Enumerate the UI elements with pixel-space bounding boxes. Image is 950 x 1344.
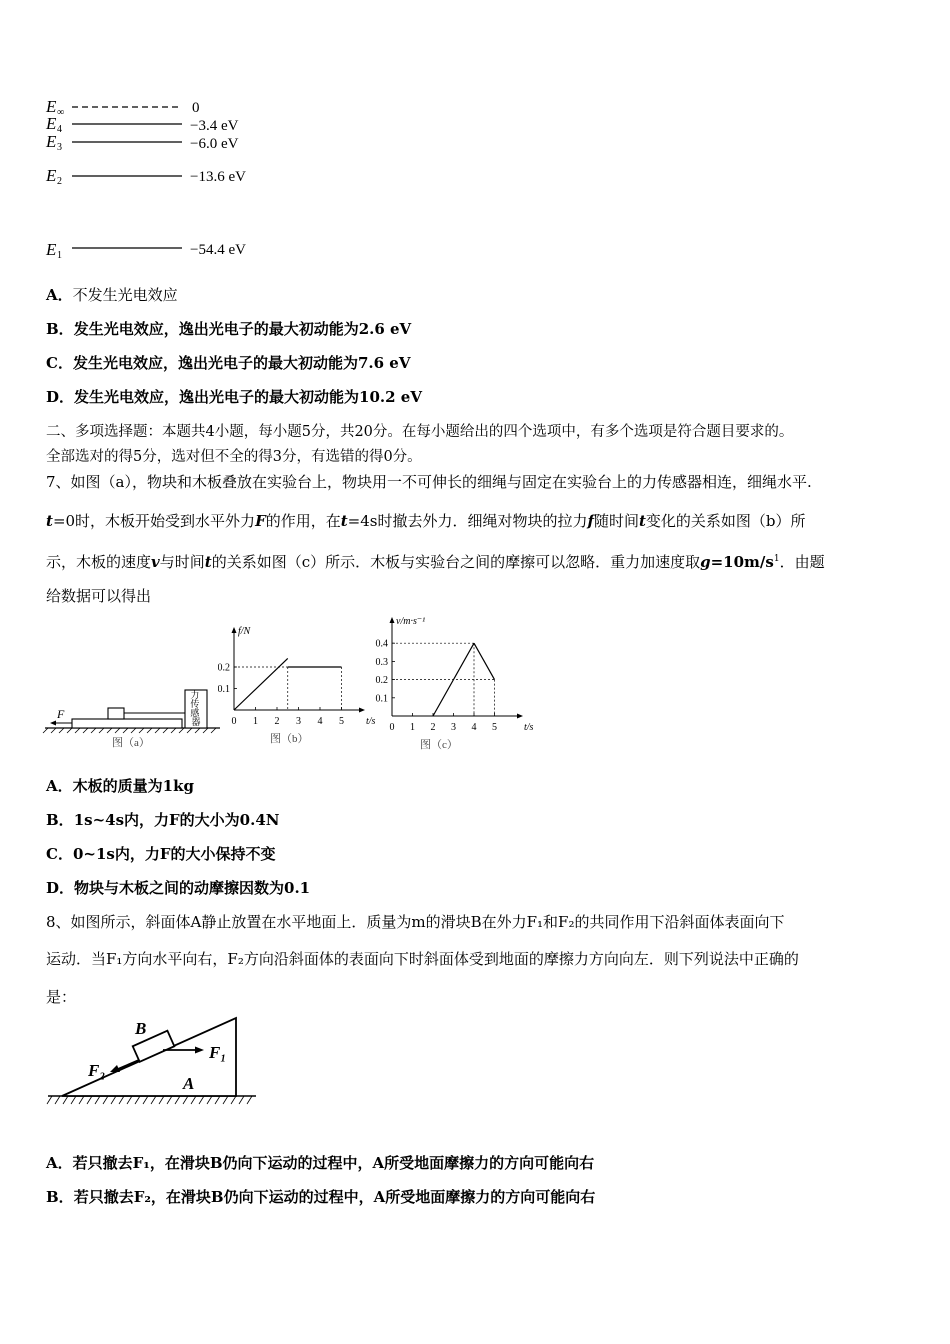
- x-tick-label: 0: [231, 716, 237, 727]
- svg-text:E: E: [46, 114, 57, 133]
- y-tick-label: 0.4: [375, 638, 388, 650]
- level-label: E: [46, 97, 57, 116]
- y-axis-arrow: [390, 617, 395, 623]
- x-axis-arrow: [517, 714, 523, 719]
- q7-option-c: C．0~1s内，力F的大小保持不变: [46, 845, 276, 863]
- x-tick-label: 1: [410, 722, 415, 733]
- level-value: −3.4 eV: [190, 118, 239, 134]
- x-tick-label: 3: [451, 722, 456, 733]
- label-b: B: [135, 1019, 147, 1038]
- level-value: 0: [192, 100, 200, 116]
- label-a: A: [183, 1074, 195, 1093]
- ground-hatching: [47, 1096, 252, 1104]
- y-tick-label: 0.1: [375, 693, 388, 705]
- svg-text:3: 3: [57, 142, 62, 153]
- x-tick-label: 2: [430, 722, 436, 733]
- y-tick-label: 0.1: [218, 684, 230, 695]
- chart-caption: 图（c）: [420, 739, 458, 751]
- svg-text:E: E: [46, 166, 57, 185]
- y-axis-label: f/N: [238, 626, 251, 637]
- y-tick-label: 0.2: [375, 675, 388, 687]
- q7-line2: t=0时，木板开始受到水平外力F的作用，在t=4s时撤去外力．细绳对物块的拉力f随时间t变化的关系如图（b）所: [46, 512, 806, 530]
- x-tick-label: 5: [339, 716, 344, 727]
- q6-option-d: D．发生光电效应，逸出光电子的最大初动能为10.2 eV: [46, 388, 422, 406]
- level-value: −54.4 eV: [190, 242, 246, 258]
- figure-a-caption: 图（a）: [112, 737, 150, 749]
- level-value: −6.0 eV: [190, 136, 239, 152]
- block: [108, 708, 124, 719]
- q7-line4: 给数据可以得出: [46, 587, 152, 605]
- q8-line3: 是：: [46, 988, 77, 1006]
- section2-line1: 二、多项选择题：本题共4小题，每小题5分，共20分。在每小题给出的四个选项中，有多个选项是符合题目要求的。: [46, 424, 794, 440]
- data-line-segment: [474, 643, 495, 679]
- y-tick-label: 0.3: [375, 656, 388, 668]
- y-tick-label: 0.2: [218, 662, 230, 674]
- x-axis-label: t/s: [524, 722, 534, 733]
- q7-chart-c: [368, 608, 538, 753]
- q8-line1: 8、如图所示，斜面体A静止放置在水平地面上．质量为m的滑块B在外力F₁和F₂的共同作用下沿斜面体表面向下: [46, 913, 785, 931]
- q8-incline-figure: [46, 1012, 261, 1122]
- level-e3: [45, 132, 239, 153]
- q6-option-a: A．不发生光电效应: [46, 286, 178, 304]
- q7-option-d: D．物块与木板之间的动摩擦因数为0.1: [46, 879, 311, 897]
- energy-level-diagram: [40, 90, 280, 270]
- q8-line2: 运动．当F₁方向水平向右，F₂方向沿斜面体的表面向下时斜面体受到地面的摩擦力方向向左．则下列说法中正确的: [46, 950, 799, 968]
- x-axis-arrow: [359, 708, 365, 713]
- ground-hatching: [43, 728, 216, 733]
- chart-caption: 图（b）: [270, 733, 309, 745]
- q7-figure-a: [40, 670, 225, 752]
- y-axis-label: v/m·s⁻¹: [396, 616, 426, 627]
- x-tick-label: 4: [317, 716, 323, 727]
- section2-line2: 全部选对的得5分，选对但不全的得3分，有选错的得0分。: [46, 449, 422, 465]
- q6-option-c: C．发生光电效应，逸出光电子的最大初动能为7.6 eV: [46, 354, 411, 372]
- force-f2-arrowhead: [110, 1065, 120, 1072]
- q7-option-b: B．1s~4s内，力F的大小为0.4N: [46, 811, 280, 829]
- svg-text:E: E: [46, 132, 57, 151]
- x-tick-label: 0: [389, 722, 395, 733]
- level-e-inf: [45, 97, 200, 118]
- level-value: −13.6 eV: [190, 169, 246, 185]
- svg-text:E: E: [46, 240, 57, 259]
- q7-chart-b: [218, 618, 383, 753]
- svg-text:4: 4: [57, 124, 62, 135]
- x-tick-label: 1: [253, 716, 258, 727]
- label-f2: F₂: [88, 1061, 106, 1080]
- data-line-rise: [234, 658, 288, 710]
- x-tick-label: 3: [296, 716, 301, 727]
- label-f1: F₁: [209, 1043, 227, 1062]
- q7-line1: 7、如图（a），物块和木板叠放在实验台上，物块用一不可伸长的细绳与固定在实验台上的力传感器相连，细绳水平.: [46, 473, 812, 491]
- level-e1: [45, 240, 246, 261]
- q7-option-a: A．木板的质量为1kg: [46, 777, 194, 795]
- level-sub: ∞: [57, 107, 65, 118]
- q7-line3: 示，木板的速度v与时间t的关系如图（c）所示．木板与实验台之间的摩擦可以忽略．重力加速度取$g=10m/s^1$．由题: [46, 553, 825, 571]
- svg-text:1: 1: [57, 250, 62, 261]
- q8-option-b: B．若只撤去F₂，在滑块B仍向下运动的过程中，A所受地面摩擦力的方向可能向右: [46, 1188, 596, 1206]
- force-label: F: [57, 707, 65, 721]
- level-e4: [45, 114, 239, 135]
- q8-option-a: A．若只撤去F₁，在滑块B仍向下运动的过程中，A所受地面摩擦力的方向可能向右: [46, 1154, 595, 1172]
- x-tick-label: 5: [492, 722, 497, 733]
- force-arrowhead: [50, 721, 56, 726]
- force-sensor-label: 力 传 感 器: [190, 690, 201, 727]
- x-tick-label: 4: [471, 722, 477, 733]
- x-axis-label: t/s: [366, 716, 376, 727]
- x-tick-label: 2: [274, 716, 280, 727]
- level-e2: [45, 166, 246, 187]
- y-axis-arrow: [232, 627, 237, 633]
- wooden-board: [72, 719, 182, 728]
- svg-text:2: 2: [57, 176, 62, 187]
- q6-option-b: B．发生光电效应，逸出光电子的最大初动能为2.6 eV: [46, 320, 412, 338]
